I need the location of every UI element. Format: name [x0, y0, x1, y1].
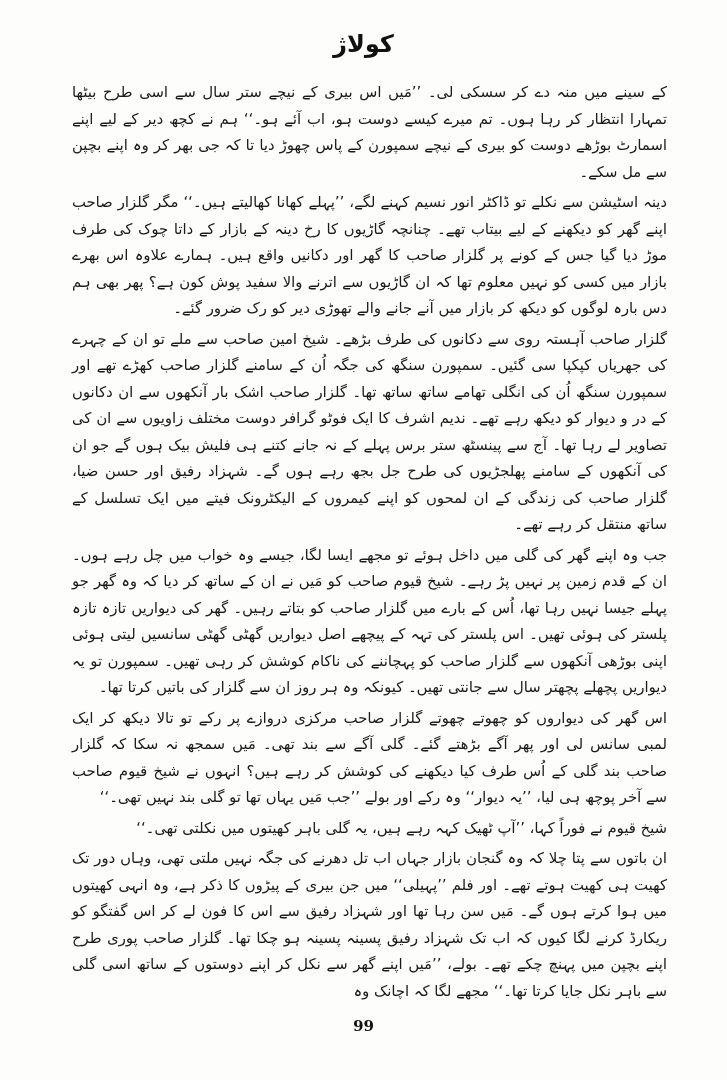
paragraph: جب وہ اپنے گھر کی گلی میں داخل ہوئے تو مجھے ایسا لگا، جیسے وہ خواب میں چل رہے ہوں۔ ان کے قدم زمین پر نہیں پڑ رہے۔ شیخ قیوم صاحب کو مَیں نے ان کے ساتھ کر دیا کہ وہ گھر جو پہلے جیسا نہیں رہا تھا، اُس کے بارے میں گلزار صاحب کو بتاتے رہیں۔ گھر کی دیواریں تازہ تازہ پلستر کی ہوئی تھیں۔ اس پلستر کی تہہ کے پیچھے اصل دیواریں گھٹی گھٹی سانسیں لیتی ہوئی اپنی بوڑھی آنکھوں سے گلزار صاحب کو پہچاننے کی ناکام کوشش کر رہی تھیں۔ سمپورن تو یہ دیواریں پچھلے پچھتر سال سے جانتی تھیں۔ کیونکہ وہ ہر روز ان سے گلزار کی باتیں کرتا تھا۔ — [72, 546, 667, 696]
paragraph: کے سینے میں منہ دے کر سسکی لی۔ ’’مَیں اس بیری کے نیچے ستر سال سے اسی طرح بیٹھا تمہارا انتظار کر رہا ہوں۔ تم میرے کیسے دوست ہو، اب آئے ہو۔‘‘ ہم نے کچھ دیر کے لیے اپنے اسمارٹ بوڑھے دوست کو بیری کے نیچے سمپورن کے پاس چھوڑ دیا تا کہ جی بھر کر وہ اپنے بچپن سے مل سکے۔ — [72, 84, 667, 181]
paragraph: شیخ قیوم نے فوراً کہا، ’’آپ ٹھیک کہہ رہے ہیں، یہ گلی باہر کھیتوں میں نکلتی تھی۔‘‘ — [136, 819, 667, 837]
paragraph: ان باتوں سے پتا چلا کہ وہ گنجان بازار جہاں اب تل دھرنے کی جگہ نہیں ملتی تھی، وہاں دور تک کھیت ہی کھیت ہوتے تھے۔ اور فلم ’’پہیلی‘‘ میں جن بیری کے پیڑوں کا ذکر ہے، وہ انہی کھیتوں میں ہوا کرتے ہوں گے۔ مَیں سن رہا تھا اور شہزاد رفیق سے اس کا فون لے کر اس گفتگو کو ریکارڈ کرنے لگا کیوں کہ اب تک شہزاد رفیق پسینہ پسینہ ہو چکا تھا۔ گلزار صاحب پوری طرح اپنے بچپن میں پہنچ چکے تھے۔ بولے، ’’مَیں اپنے گھر سے نکل کر اپنے دوستوں کے ساتھ اسی گلی سے باہر نکل جایا کرتا تھا۔‘‘ مجھے لگا کہ اچانک وہ — [72, 850, 667, 1000]
paragraph: دینہ اسٹیشن سے نکلے تو ڈاکٹر انور نسیم کہنے لگے، ’’پہلے کھانا کھالیتے ہیں۔‘‘ مگر گلزار صاحب اپنے گھر کو دیکھنے کے لیے بیتاب تھے۔ چنانچہ گاڑیوں کا رخ دینہ کے بازار کے داتا چوک کی طرف موڑ دیا گیا جس کے کونے پر گلزار صاحب کا گھر اور دکانیں واقع ہیں۔ ہمارے علاوہ اس بھرے بازار میں کسی کو نہیں معلوم تھا کہ ان گاڑیوں سے اترنے والا سفید پوش کون ہے؟ پھر بھی ہم دس بارہ لوگوں کو دیکھ کر بازار میں آنے جانے والے تھوڑی دیر کو رک ضرور گئے۔ — [72, 194, 667, 317]
body-text — [72, 80, 667, 1009]
running-header-logo: کولاژ — [333, 30, 394, 58]
paragraph: اس گھر کی دیواروں کو چھوتے چھوتے گلزار صاحب مرکزی دروازے پر رکے تو تالا دیکھ کر ایک لمبی سانس لی اور پھر آگے بڑھتے گئے۔ گلی آگے سے بند تھی۔ مَیں سمجھ نہ سکا کہ گلزار صاحب بند گلی کے اُس طرف کیا دیکھنے کی کوشش کر رہے ہیں؟ انہوں نے شیخ قیوم صاحب سے آخر پوچھ ہی لیا، ’’یہ دیوار‘‘ وہ رکے اور بولے ’’جب مَیں یہاں تھا تو گلی بند نہیں تھی۔‘‘ — [72, 709, 667, 806]
paragraph: گلزار صاحب آہستہ روی سے دکانوں کی طرف بڑھے۔ شیخ امین صاحب سے ملے تو ان کے چہرے کی جھریاں کپکپا سی گئیں۔ سمپورن سنگھ کی جگہ اُن کے سامنے گلزار صاحب کھڑے تھے اور سمپورن سنگھ اُن کی انگلی تھامے ساتھ ساتھ تھا۔ گلزار صاحب اشک بار آنکھوں سے ان دکانوں کے در و دیوار کو دیکھ رہے تھے۔ ندیم اشرف کا ایک فوٹو گرافر دوست مختلف زاویوں سے ان کی تصاویر لے رہا تھا۔ آج سے پینسٹھ ستر برس پہلے کے نہ جانے کتنے ہی فلیش بیک ہوں گے جو ان کی آنکھوں کے سامنے پھلجڑیوں کی طرح جل بجھ رہے ہوں گے۔ شہزاد رفیق اور حسن ضیا، گلزار صاحب کی زندگی کے ان لمحوں کو اپنے کیمروں کے الیکٹرونک فیتے میں ایک تسلسل کے ساتھ منتقل کر رہے تھے۔ — [72, 330, 667, 533]
page-number: 99 — [353, 1017, 374, 1035]
